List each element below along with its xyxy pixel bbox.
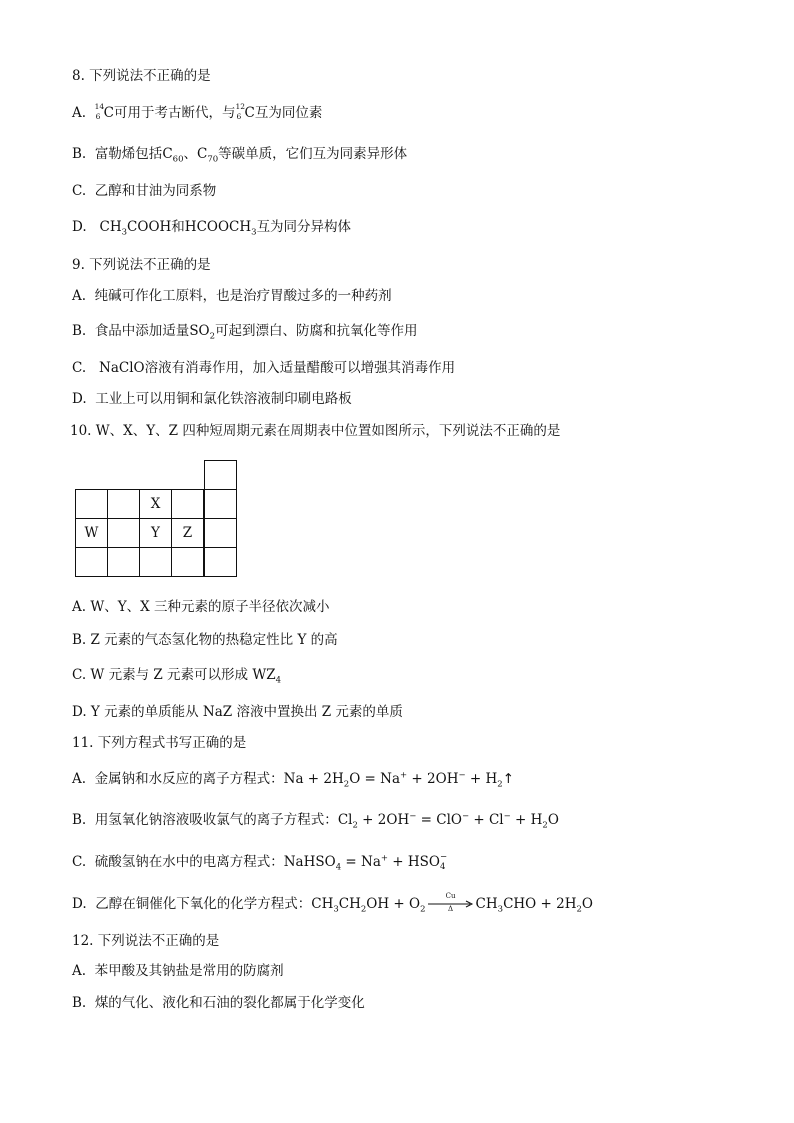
q11-stem: 11. 下列方程式书写正确的是 [72, 735, 247, 751]
table-cell [204, 518, 237, 548]
table-cell [75, 489, 108, 519]
table-cell [204, 460, 237, 490]
q9-option-a: A. 纯碱可作化工原料，也是治疗胃酸过多的一种药剂 [72, 288, 392, 304]
q9-option-b: B. 食品中添加适量$SO_2$可起到漂白、防腐和抗氧化等作用 [72, 323, 418, 342]
table-cell [204, 547, 237, 577]
periodic-table-fragment [75, 460, 237, 580]
q12-option-a: A. 苯甲酸及其钠盐是常用的防腐剂 [72, 963, 284, 979]
nuclide-c12: 12 6 [235, 102, 246, 121]
table-cell [171, 547, 204, 577]
table-cell-y: Y [139, 518, 172, 548]
q12-option-b: B. 煤的气化、液化和石油的裂化都属于化学变化 [72, 995, 365, 1011]
table-cell [139, 547, 172, 577]
q9-stem: 9. 下列说法不正确的是 [72, 257, 211, 273]
q9-option-d: D. 工业上可以用铜和氯化铁溶液制印刷电路板 [72, 391, 352, 407]
q11-option-a: A. 金属钠和水反应的离子方程式：$Na + 2H_2O = Na^+ + 2OH^-$ + $H_2↑$ [72, 770, 514, 790]
table-cell-z: Z [171, 518, 204, 548]
q8-option-c: C. 乙醇和甘油为同系物 [72, 183, 217, 199]
q10-option-b: B. Z 元素的气态氢化物的热稳定性比 Y 的高 [72, 632, 338, 648]
q8-stem: 8. 下列说法不正确的是 [72, 68, 211, 84]
table-cell [107, 547, 140, 577]
table-cell [107, 518, 140, 548]
table-cell [204, 489, 237, 519]
q10-option-d: D. Y 元素的单质能从 NaZ 溶液中置换出 Z 元素的单质 [72, 704, 403, 720]
table-cell [107, 489, 140, 519]
q11-option-c: C. 硫酸氢钠在水中的电离方程式：NaHSO$_4$ = Na+ + HSO − 4 [72, 852, 448, 873]
reaction-condition-arrow: Cu Δ [428, 895, 474, 913]
q10-option-c: C. W 元素与 Z 元素可以形成 $WZ_4$ [72, 667, 282, 686]
table-cell-w: W [75, 518, 108, 548]
q10-option-a: A. W、Y、X 三种元素的原子半径依次减小 [72, 599, 330, 615]
q8-option-a: A. 14 6 C可用于考古断代，与 12 6 C互为同位素 [72, 102, 323, 121]
q8-option-d: D. $CH_3COOH$和$HCOOCH_3$互为同分异构体 [72, 219, 352, 238]
q11-option-d: D. 乙醇在铜催化下氧化的化学方程式：$CH_3CH_2OH + O_2$ Cu Δ $CH_3CHO + 2H_2O$ [72, 892, 593, 915]
q8-option-b: B. 富勒烯包括$C_{60}$、$C_{70}$等碳单质，它们互为同素异形体 [72, 146, 408, 165]
table-cell [75, 547, 108, 577]
nuclide-c14: 14 6 [94, 102, 105, 121]
q9-option-c: C. NaClO溶液有消毒作用，加入适量醋酸可以增强其消毒作用 [72, 360, 456, 376]
q12-stem: 12. 下列说法不正确的是 [72, 933, 220, 949]
gas-arrow-icon: ↑ [502, 771, 514, 787]
table-cell [171, 489, 204, 519]
table-cell-x: X [139, 489, 172, 519]
q10-stem: 10. W、X、Y、Z 四种短周期元素在周期表中位置如图所示，下列说法不正确的是 [70, 423, 561, 439]
q11-option-b: B. 用氢氧化钠溶液吸收氯气的离子方程式：$Cl_2 + 2OH^- = ClO^- + Cl^- + H_2O$ [72, 811, 559, 831]
